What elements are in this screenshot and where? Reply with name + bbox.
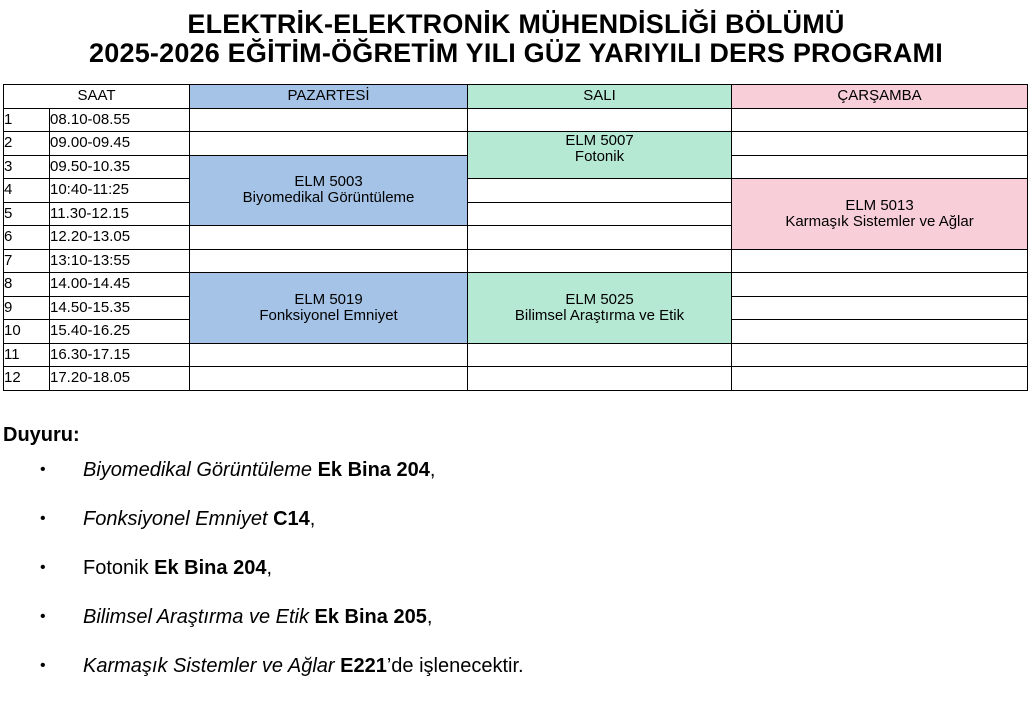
table-row bbox=[4, 179, 1028, 203]
bullet-icon: • bbox=[40, 608, 46, 625]
empty-cell bbox=[468, 367, 732, 391]
empty-cell bbox=[468, 249, 732, 273]
page-title-department: ELEKTRİK-ELEKTRONİK MÜHENDİSLİĞİ BÖLÜMÜ bbox=[187, 9, 845, 39]
course-code: ELM 5007 bbox=[565, 132, 634, 149]
empty-cell bbox=[190, 343, 468, 367]
course-elm5003 bbox=[190, 155, 468, 226]
empty-cell bbox=[190, 367, 468, 391]
empty-cell bbox=[190, 108, 468, 132]
empty-cell bbox=[190, 249, 468, 273]
empty-cell bbox=[732, 108, 1028, 132]
table-row bbox=[4, 249, 1028, 273]
announcement-room: Ek Bina 204 bbox=[154, 557, 267, 579]
course-code: ELM 5019 bbox=[294, 290, 363, 308]
empty-cell bbox=[732, 320, 1028, 344]
slot-time: 13:10-13:55 bbox=[50, 249, 190, 273]
slot-number: 9 bbox=[4, 296, 50, 320]
course-name: Fonksiyonel Emniyet bbox=[259, 306, 398, 324]
announcement-suffix: ’de işlenecektir. bbox=[386, 655, 524, 677]
slot-time: 16.30-17.15 bbox=[50, 343, 190, 367]
slot-number: 2 bbox=[4, 132, 50, 156]
list-item bbox=[0, 458, 524, 507]
slot-time: 09.00-09.45 bbox=[50, 132, 190, 156]
schedule-table bbox=[3, 84, 1028, 391]
slot-number: 10 bbox=[4, 320, 50, 344]
table-row bbox=[4, 108, 1028, 132]
header-row bbox=[4, 85, 1028, 109]
announcement-suffix: , bbox=[266, 557, 273, 579]
course-code: ELM 5013 bbox=[845, 196, 914, 214]
bullet-icon: • bbox=[40, 559, 46, 576]
table-row bbox=[4, 343, 1028, 367]
course-name: Karmaşık Sistemler ve Ağlar bbox=[785, 212, 974, 230]
announcement-room: Ek Bina 205 bbox=[314, 606, 427, 628]
header-saat: SAAT bbox=[4, 85, 190, 109]
slot-time: 08.10-08.55 bbox=[50, 108, 190, 132]
header-monday: PAZARTESİ bbox=[190, 85, 468, 109]
slot-number: 4 bbox=[4, 179, 50, 203]
announcement-room: Ek Bina 204 bbox=[317, 459, 430, 481]
course-elm5007 bbox=[468, 132, 732, 179]
header-tuesday: SALI bbox=[468, 85, 732, 109]
list-item bbox=[0, 507, 524, 556]
announcement-course: Fotonik bbox=[83, 557, 149, 579]
course-name: Biyomedikal Görüntüleme bbox=[242, 189, 415, 207]
slot-time: 15.40-16.25 bbox=[50, 320, 190, 344]
announcement-suffix: , bbox=[309, 508, 316, 530]
announcement-course: Karmaşık Sistemler ve Ağlar bbox=[83, 655, 335, 677]
table-row bbox=[4, 273, 1028, 297]
slot-time: 17.20-18.05 bbox=[50, 367, 190, 391]
empty-cell bbox=[468, 108, 732, 132]
list-item bbox=[0, 556, 524, 605]
announcement-course: Fonksiyonel Emniyet bbox=[83, 508, 268, 530]
empty-cell bbox=[468, 179, 732, 203]
course-name: Bilimsel Araştırma ve Etik bbox=[514, 306, 685, 324]
empty-cell bbox=[732, 155, 1028, 179]
empty-cell bbox=[732, 132, 1028, 156]
course-code: ELM 5025 bbox=[565, 290, 634, 308]
slot-time: 14.00-14.45 bbox=[50, 273, 190, 297]
slot-time: 14.50-15.35 bbox=[50, 296, 190, 320]
empty-cell bbox=[732, 343, 1028, 367]
slot-number: 1 bbox=[4, 108, 50, 132]
announcement-suffix: , bbox=[429, 459, 436, 481]
empty-cell bbox=[732, 249, 1028, 273]
empty-cell bbox=[468, 343, 732, 367]
slot-time: 11.30-12.15 bbox=[50, 202, 190, 226]
course-code: ELM 5003 bbox=[294, 173, 363, 191]
announcement-list bbox=[0, 458, 524, 703]
empty-cell bbox=[732, 273, 1028, 297]
list-item bbox=[0, 654, 524, 703]
announcement-room: E221 bbox=[340, 655, 387, 677]
table-row bbox=[4, 367, 1028, 391]
page-title-program: 2025-2026 EĞİTİM-ÖĞRETİM YILI GÜZ YARIYILI DERS PROGRAMI bbox=[89, 38, 943, 68]
empty-cell bbox=[190, 226, 468, 250]
course-elm5019 bbox=[190, 273, 468, 344]
empty-cell bbox=[468, 226, 732, 250]
empty-cell bbox=[732, 296, 1028, 320]
announcement-course: Biyomedikal Görüntüleme bbox=[83, 459, 312, 481]
bullet-icon: • bbox=[40, 461, 46, 478]
slot-time: 12.20-13.05 bbox=[50, 226, 190, 250]
slot-number: 5 bbox=[4, 202, 50, 226]
slot-time: 10:40-11:25 bbox=[50, 179, 190, 203]
empty-cell bbox=[468, 202, 732, 226]
slot-number: 6 bbox=[4, 226, 50, 250]
slot-number: 11 bbox=[4, 343, 50, 367]
slot-number: 12 bbox=[4, 367, 50, 391]
announcement-course: Bilimsel Araştırma ve Etik bbox=[83, 606, 309, 628]
course-name: Fotonik bbox=[574, 148, 625, 165]
announcement-room: C14 bbox=[273, 508, 310, 530]
bullet-icon: • bbox=[40, 657, 46, 674]
empty-cell bbox=[190, 132, 468, 156]
table-row bbox=[4, 132, 1028, 156]
course-elm5025 bbox=[468, 273, 732, 344]
list-item bbox=[0, 605, 524, 654]
announcement-heading: Duyuru: bbox=[3, 424, 80, 446]
bullet-icon: • bbox=[40, 510, 46, 527]
course-elm5013 bbox=[732, 179, 1028, 250]
announcement-suffix: , bbox=[426, 606, 433, 628]
header-wednesday: ÇARŞAMBA bbox=[732, 85, 1028, 109]
empty-cell bbox=[732, 367, 1028, 391]
slot-number: 3 bbox=[4, 155, 50, 179]
slot-number: 8 bbox=[4, 273, 50, 297]
slot-number: 7 bbox=[4, 249, 50, 273]
slot-time: 09.50-10.35 bbox=[50, 155, 190, 179]
